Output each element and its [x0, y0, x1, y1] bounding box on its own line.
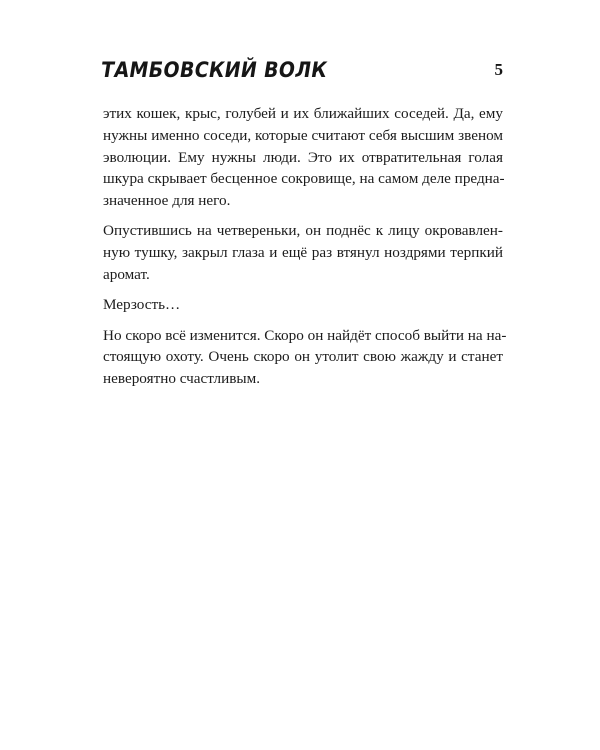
text-line: эволюции. Ему нужны люди. Это их отвратительная голая	[103, 148, 503, 166]
text-line: этих кошек, крыс, голубей и их ближайших соседей. Да, ему	[103, 105, 503, 122]
text-line: стоящую охоту. Очень скоро он утолит свою жажду и станет	[103, 348, 503, 366]
text-line: Но скоро всё изменится. Скоро он найдёт способ выйти на на-	[103, 326, 507, 344]
paragraph	[103, 325, 507, 390]
body-text	[103, 103, 507, 399]
text-line: нужны именно соседи, которые считают себя высшим звеном	[103, 126, 503, 144]
text-line: Мерзость…	[103, 296, 181, 314]
running-head	[99, 58, 503, 92]
book-title: ТАМБОВСКИЙ ВОЛК	[99, 58, 330, 83]
text-line: невероятно счастливым.	[103, 370, 261, 388]
text-line: ную тушку, закрыл глаза и ещё раз втянул ноздрями терпкий	[103, 244, 503, 262]
paragraph	[103, 220, 503, 285]
text-line: значенное для него.	[103, 192, 231, 210]
paragraph	[103, 103, 503, 212]
text-line: аромат.	[103, 266, 150, 284]
text-line: шкура скрывает бесценное сокровище, на самом деле предна-	[103, 170, 505, 188]
text-line: Опустившись на четвереньки, он поднёс к лицу окровавлен-	[103, 222, 503, 240]
page-number: 5	[494, 60, 503, 79]
paragraph	[103, 294, 503, 316]
